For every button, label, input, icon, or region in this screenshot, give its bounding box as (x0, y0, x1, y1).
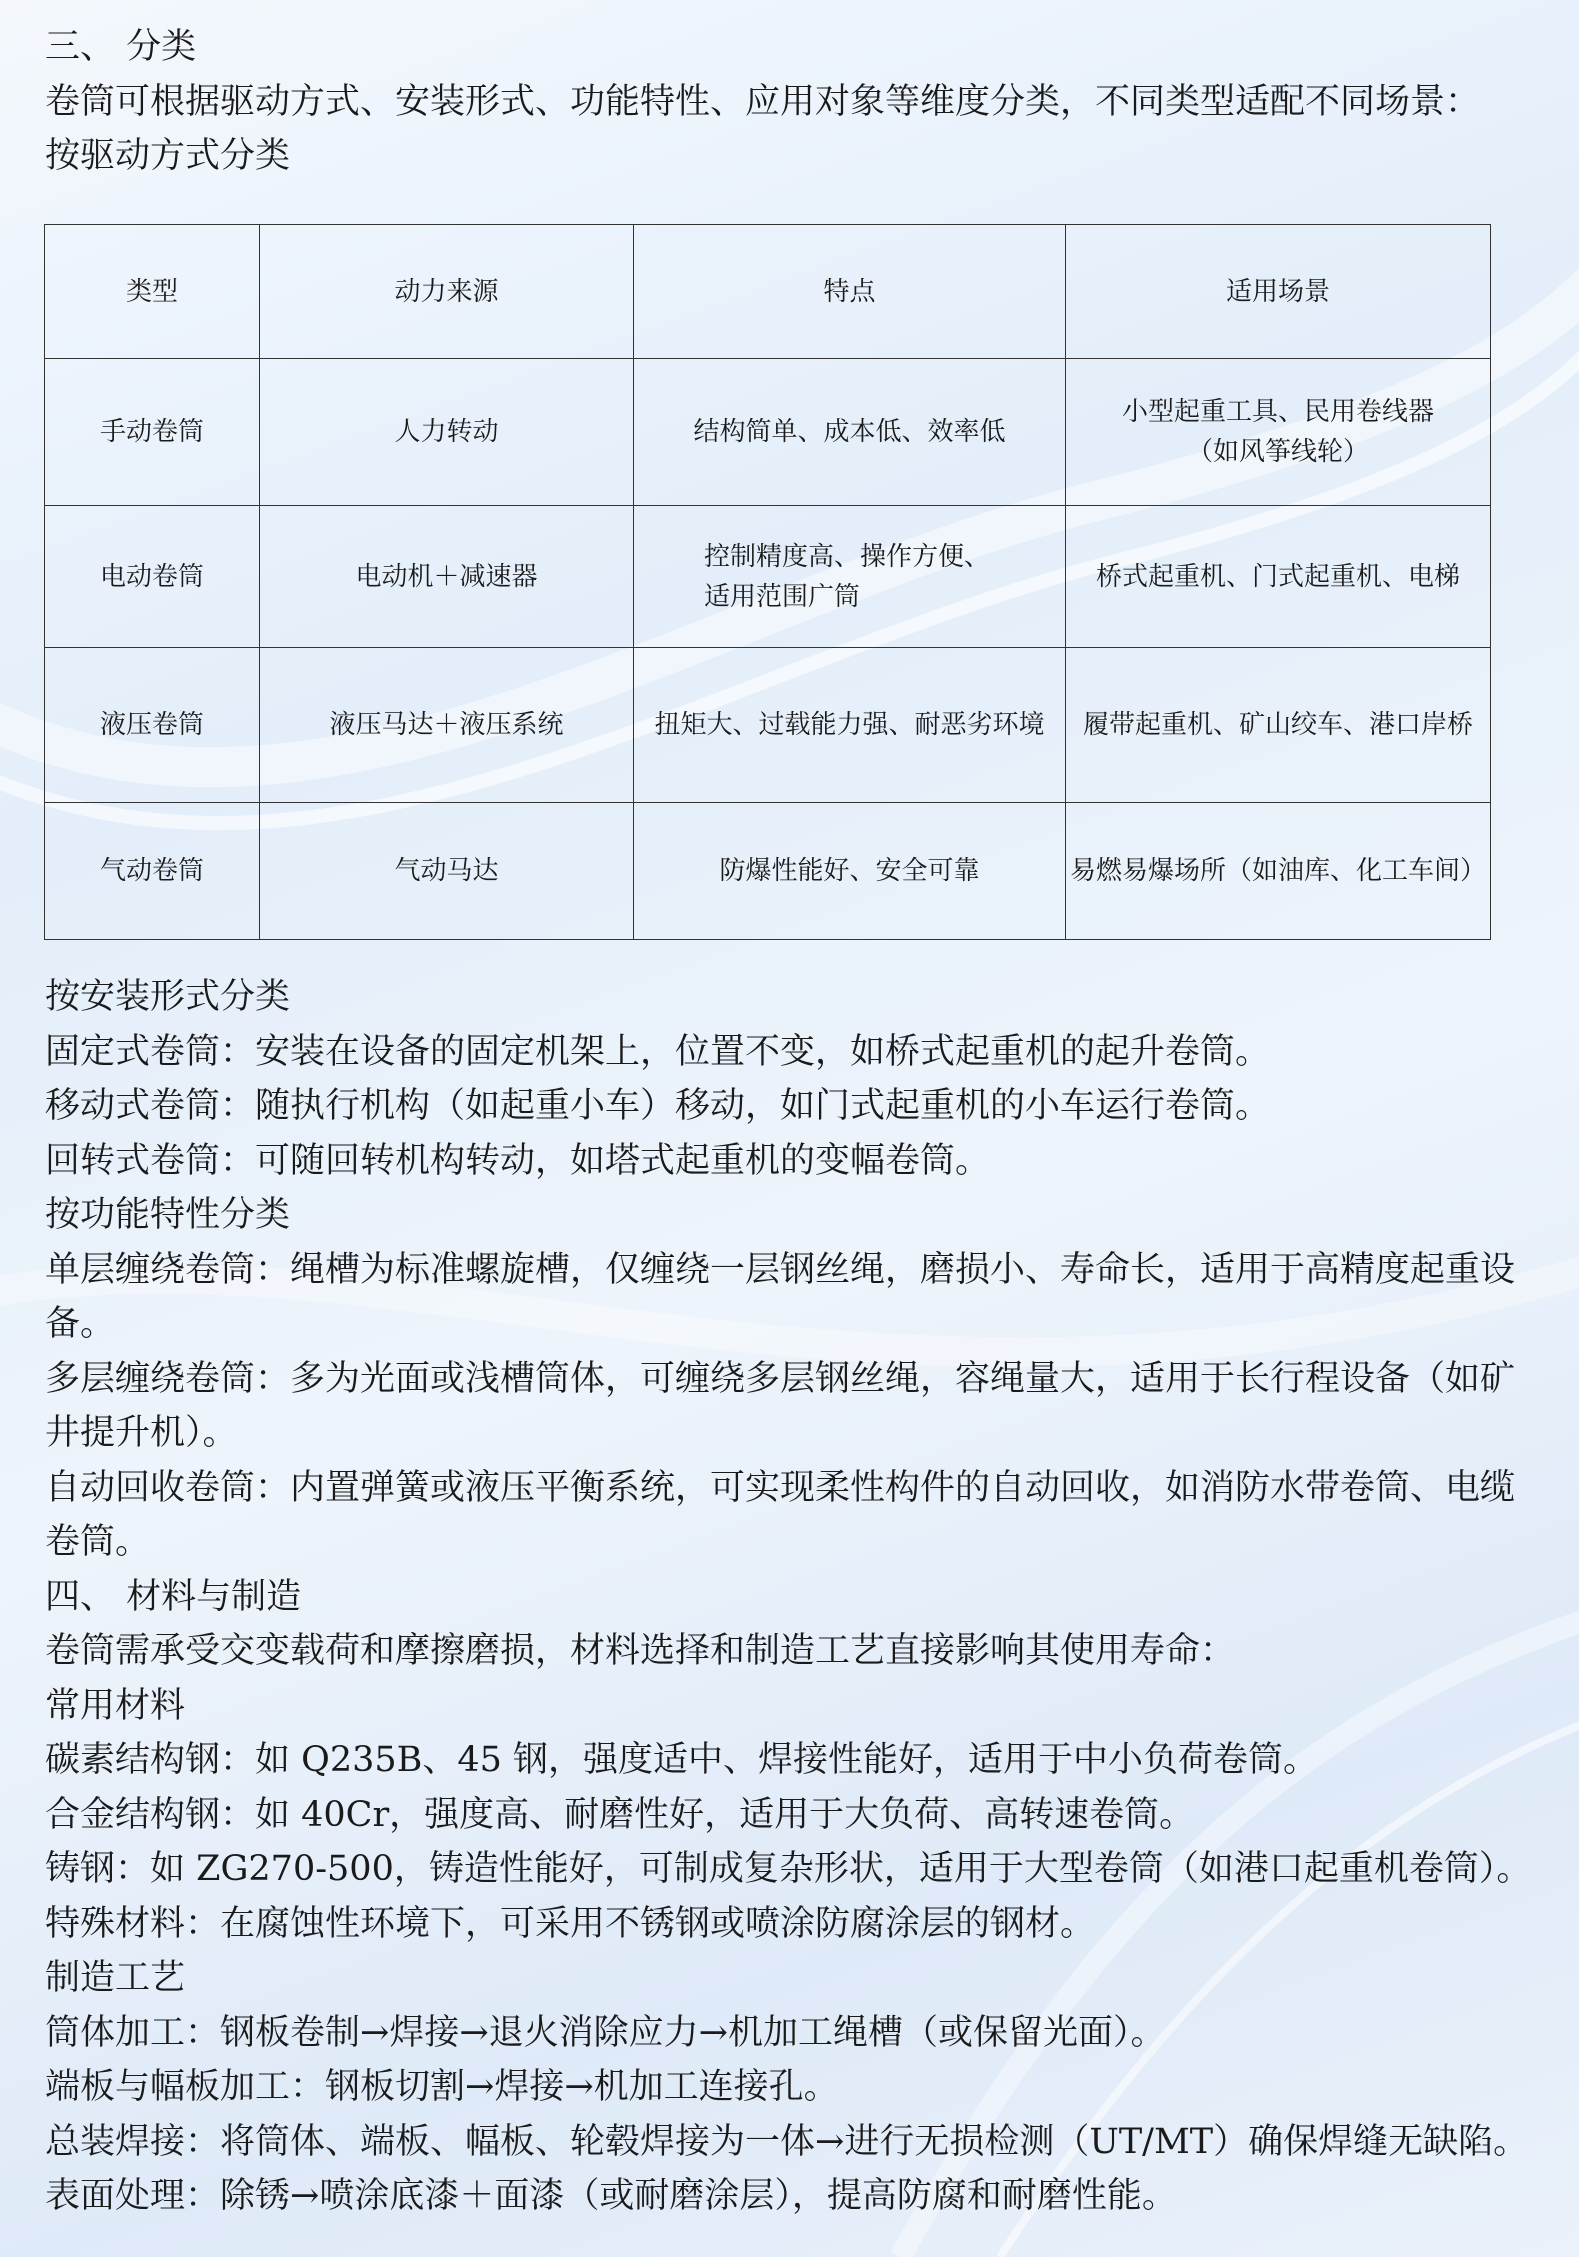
section-4-intro: 卷筒需承受交变载荷和摩擦磨损，材料选择和制造工艺直接影响其使用寿命： (45, 1631, 1236, 1671)
by-drive-title: 按驱动方式分类 (45, 136, 291, 176)
install-item: 固定式卷筒：安装在设备的固定机架上，位置不变，如桥式起重机的起升卷筒。 (45, 1031, 1271, 1072)
table-cell: 扭矩大、过载能力强、耐恶劣环境 (634, 648, 1066, 803)
material-item: 铸钢：如 ZG270-500，铸造性能好，可制成复杂形状，适用于大型卷筒（如港口起重机卷筒）。 (45, 1849, 1532, 1889)
table-cell: 气动马达 (260, 803, 634, 940)
table-row (45, 648, 1491, 803)
table-cell: 气动卷筒 (45, 803, 260, 940)
table-header-cell: 动力来源 (260, 225, 634, 359)
function-item: 多层缠绕卷筒：多为光面或浅槽筒体，可缠绕多层钢丝绳，容绳量大，适用于长行程设备（如矿井提升机）。 (45, 1358, 1516, 1453)
table-row (45, 506, 1491, 648)
process-title: 制造工艺 (45, 1958, 186, 1998)
by-function-title: 按功能特性分类 (45, 1195, 291, 1235)
function-item: 自动回收卷筒：内置弹簧或液压平衡系统，可实现柔性构件的自动回收，如消防水带卷筒、电缆卷筒。 (45, 1467, 1516, 1562)
table-cell: 电动机＋减速器 (260, 506, 634, 648)
table-cell: 结构简单、成本低、效率低 (634, 359, 1066, 506)
install-item: 移动式卷筒：随执行机构（如起重小车）移动，如门式起重机的小车运行卷筒。 (45, 1086, 1271, 1126)
table-header-cell: 特点 (634, 225, 1066, 359)
table-header-cell: 类型 (45, 225, 260, 359)
material-item: 碳素结构钢：如 Q235B、45 钢，强度适中、焊接性能好，适用于中小负荷卷筒。 (45, 1740, 1319, 1780)
table-row (45, 803, 1491, 940)
table-header-cell: 适用场景 (1066, 225, 1491, 359)
table-cell: 人力转动 (260, 359, 634, 506)
section-3-heading: 三、 分类 (45, 27, 197, 67)
upper-text (45, 20, 1545, 184)
process-item: 表面处理：除锈→喷涂底漆＋面漆（或耐磨涂层），提高防腐和耐磨性能。 (45, 2176, 1177, 2216)
section-3-intro: 卷筒可根据驱动方式、安装形式、功能特性、应用对象等维度分类，不同类型适配不同场景： (45, 81, 1481, 122)
function-item: 单层缠绕卷筒：绳槽为标准螺旋槽，仅缠绕一层钢丝绳，磨损小、寿命长，适用于高精度起重设备。 (45, 1249, 1516, 1344)
materials-title: 常用材料 (45, 1685, 186, 1726)
drive-type-table (44, 224, 1491, 940)
install-item: 回转式卷筒：可随回转机构转动，如塔式起重机的变幅卷筒。 (45, 1140, 991, 1181)
table-cell: 桥式起重机、门式起重机、电梯 (1066, 506, 1491, 648)
table-cell: 手动卷筒 (45, 359, 260, 506)
table-cell: 防爆性能好、安全可靠 (634, 803, 1066, 940)
lower-text (45, 970, 1555, 2224)
table-cell: 控制精度高、操作方便、适用范围广筒 (634, 506, 1066, 648)
table-cell: 易燃易爆场所（如油库、化工车间） (1066, 803, 1491, 940)
table-cell: 小型起重工具、民用卷线器（如风筝线轮） (1066, 359, 1491, 506)
table-cell: 履带起重机、矿山绞车、港口岸桥 (1066, 648, 1491, 803)
table-cell: 液压卷筒 (45, 648, 260, 803)
process-item: 总装焊接：将筒体、端板、幅板、轮毂焊接为一体→进行无损检测（UT/MT）确保焊缝无缺陷。 (45, 2121, 1529, 2162)
material-item: 特殊材料：在腐蚀性环境下，可采用不锈钢或喷涂防腐涂层的钢材。 (45, 1903, 1096, 1944)
table-cell: 液压马达＋液压系统 (260, 648, 634, 803)
process-item: 筒体加工：钢板卷制→焊接→退火消除应力→机加工绳槽（或保留光面）。 (45, 2012, 1166, 2053)
process-item: 端板与幅板加工：钢板切割→焊接→机加工连接孔。 (45, 2067, 839, 2107)
table-header-row (45, 225, 1491, 359)
by-install-title: 按安装形式分类 (45, 977, 291, 1017)
table-cell: 电动卷筒 (45, 506, 260, 648)
material-item: 合金结构钢：如 40Cr，强度高、耐磨性好，适用于大负荷、高转速卷筒。 (45, 1794, 1195, 1835)
section-4-heading: 四、 材料与制造 (45, 1576, 302, 1617)
table-row (45, 359, 1491, 506)
